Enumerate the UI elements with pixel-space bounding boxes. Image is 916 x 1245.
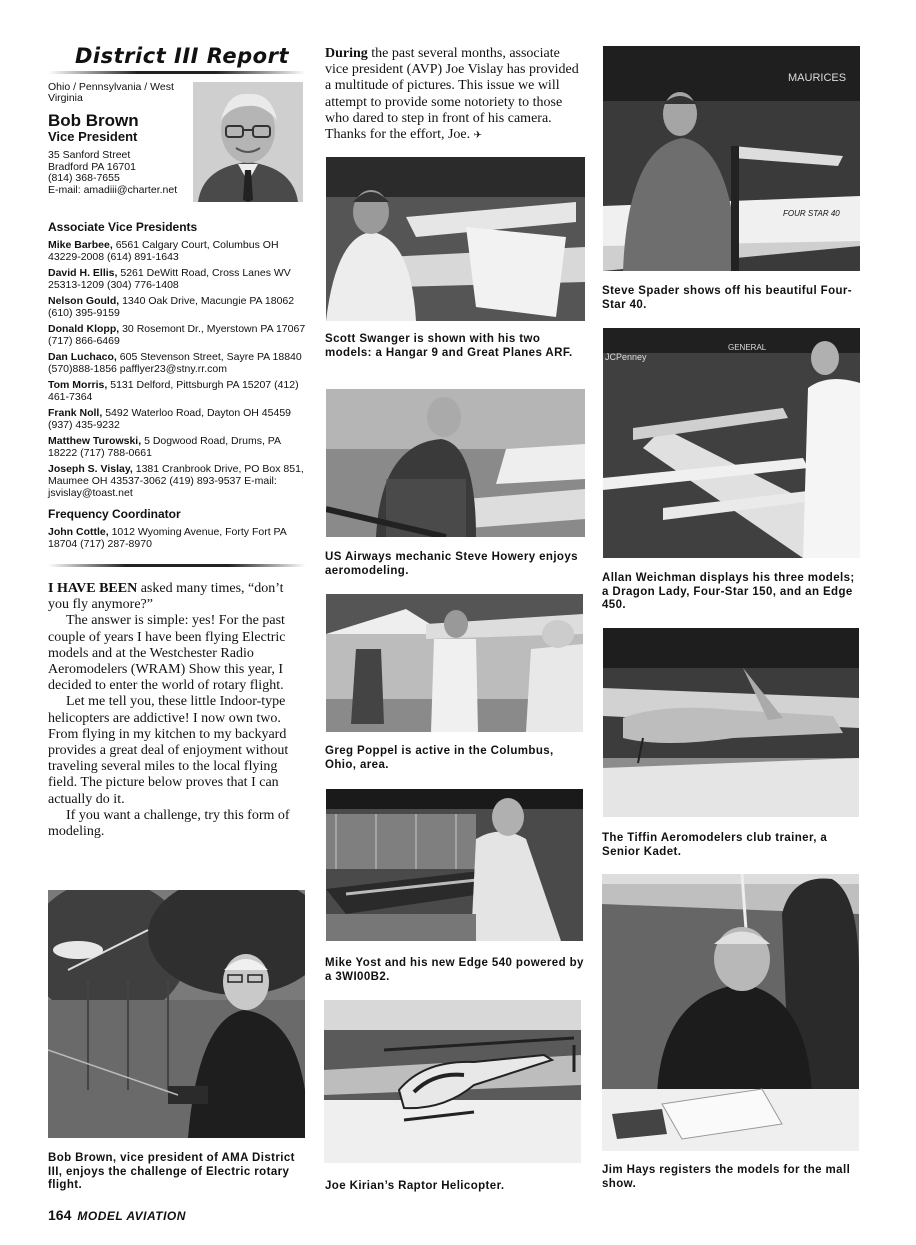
freq-info: 1012 Wyoming Avenue, Forty Fort PA 18704 (717) 287-8970 (48, 526, 287, 550)
caption-greg-poppel: Greg Poppel is active in the Columbus, Ohio, area. (325, 745, 554, 771)
avp-info: 1381 Cranbrook Drive, PO Box 851, Maumee OH 43537-3062 (419) 893-9537 E-mail: jsvislay@toast.net (48, 463, 304, 499)
avp-entry (48, 435, 306, 459)
vp-region: Ohio / Pennsylvania / West Virginia (48, 81, 174, 104)
report-title: District III Report (75, 44, 289, 68)
caption-steve-howery: US Airways mechanic Steve Howery enjoys aeromodeling. (325, 551, 578, 577)
avp-entry (48, 323, 306, 347)
vp-title: Vice President (48, 129, 138, 144)
avp-name: Tom Morris, (48, 379, 108, 391)
tiffin-trainer-photo (603, 628, 859, 817)
intro-text: the past several months, associate vice president (AVP) Joe Vislay has provided a multitude of pictures. This issue we will attempt to provide some notoriety to those who dared to step in front of his camera. Thanks for the effort, Joe. (325, 46, 579, 143)
avp-name: Mike Barbee, (48, 239, 113, 251)
article-paragraph-1 (48, 581, 306, 613)
page-number: 164 (48, 1207, 72, 1223)
caption-tiffin-trainer: The Tiffin Aeromodelers club trainer, a Senior Kadet. (602, 832, 828, 858)
caption-steve-spader: Steve Spader shows off his beautiful Four-Star 40. (602, 285, 853, 311)
raptor-helicopter-photo (324, 1000, 581, 1163)
steve-spader-photo (603, 46, 860, 271)
avp-info: 5261 DeWitt Road, Cross Lanes WV 25313-1209 (304) 776-1408 (48, 267, 291, 291)
avp-info: 605 Stevenson Street, Sayre PA 18840 (570)888-1856 pafflyer23@stny.rr.com (48, 351, 302, 375)
avp-list (48, 239, 306, 499)
section-rule (48, 564, 306, 567)
avp-info: 30 Rosemont Dr., Myerstown PA 17067 (717) 866-6469 (48, 323, 306, 347)
left-column (48, 44, 306, 840)
vp-phone: (814) 368-7655 (48, 172, 120, 184)
article-lead: I HAVE BEEN (48, 581, 138, 596)
store-sign-2-text: GENERAL (728, 343, 767, 352)
article-paragraph-3: Let me tell you, these little Indoor-type helicopters are addictive! I now own two. From flying in my kitchen to my backyard provides a great deal of enjoyment without traveling several miles to the local flying field. The picture below proves that I can actually do it. (48, 694, 289, 807)
mike-yost-photo (326, 789, 583, 941)
plane-label-text: FOUR STAR 40 (783, 209, 840, 218)
vp-portrait-photo (193, 82, 303, 202)
avp-entry (48, 407, 306, 431)
avp-entry (48, 267, 306, 291)
avp-info: 5131 Delford, Pittsburgh PA 15207 (412) 461-7364 (48, 379, 299, 403)
jcpenney-sign-text: JCPenney (605, 352, 647, 362)
avp-name: Dan Luchaco, (48, 351, 117, 363)
vp-name: Bob Brown (48, 111, 139, 130)
magazine-name: MODEL AVIATION (77, 1209, 186, 1223)
avp-entry (48, 295, 306, 319)
avp-entry (48, 351, 306, 375)
article-paragraph-2: The answer is simple: yes! For the past couple of years I have been flying Electric models and at the Westchester Radio Aeromodelers (WRAM) Show this year, I decided to enter the world of rotary flight. (48, 613, 286, 694)
caption-mike-yost: Mike Yost and his new Edge 540 powered by a 3WI00B2. (325, 957, 584, 983)
avp-info: 1340 Oak Drive, Macungie PA 18062 (610) 395-9159 (48, 295, 295, 319)
vp-email: E-mail: amadiii@charter.net (48, 183, 178, 196)
freq-name: John Cottle, (48, 526, 109, 538)
page-folio (48, 1207, 186, 1223)
avp-name: Joseph S. Vislay, (48, 463, 133, 475)
vp-city: Bradford PA 16701 (48, 160, 136, 173)
caption-jim-hays: Jim Hays registers the models for the mall show. (602, 1164, 851, 1190)
avp-info: 6561 Calgary Court, Columbus OH 43229-2008 (614) 891-1643 (48, 239, 279, 263)
steve-howery-photo (326, 389, 585, 537)
freq-entry (48, 526, 306, 550)
intro-lead: During (325, 46, 368, 61)
store-sign-text: MAURICES (788, 72, 847, 84)
avp-heading: Associate Vice Presidents (48, 220, 198, 234)
avp-info: 5 Dogwood Road, Drums, PA 18222 (717) 788-0661 (48, 435, 281, 459)
freq-heading: Frequency Coordinator (48, 507, 181, 521)
avp-name: David H. Ellis, (48, 267, 118, 279)
jim-hays-photo (602, 874, 859, 1151)
caption-allan-weichman: Allan Weichman displays his three models; a Dragon Lady, Four-Star 150, and an Edge 450. (602, 572, 855, 611)
avp-name: Donald Klopp, (48, 323, 120, 335)
greg-poppel-photo (326, 594, 583, 732)
avp-name: Nelson Gould, (48, 295, 120, 307)
article-body (48, 581, 306, 840)
caption-scott-swanger: Scott Swanger is shown with his two models: a Hangar 9 and Great Planes ARF. (325, 333, 573, 359)
intro-paragraph (325, 46, 585, 144)
bob-helicopter-photo (48, 890, 305, 1138)
article-paragraph-4: If you want a challenge, try this form of modeling. (48, 807, 290, 840)
avp-entry (48, 463, 306, 499)
allan-weichman-photo (603, 328, 860, 558)
ama-logo-icon: ✈ (473, 130, 483, 142)
avp-entry (48, 239, 306, 263)
scott-swanger-photo (326, 157, 585, 321)
avp-name: Matthew Turowski, (48, 435, 142, 447)
vp-street: 35 Sanford Street (48, 149, 131, 161)
avp-info: 5492 Waterloo Road, Dayton OH 45459 (937) 435-9232 (48, 407, 291, 431)
vp-block (48, 82, 306, 210)
title-rule (48, 71, 306, 74)
caption-joe-kirian: Joe Kirian’s Raptor Helicopter. (325, 1180, 505, 1192)
article-p1-text: asked many times, “don’t you fly anymore?” (48, 581, 284, 613)
avp-name: Frank Noll, (48, 407, 103, 419)
caption-bob-brown: Bob Brown, vice president of AMA District III, enjoys the challenge of Electric rotary flight. (48, 1152, 295, 1191)
avp-entry (48, 379, 306, 403)
